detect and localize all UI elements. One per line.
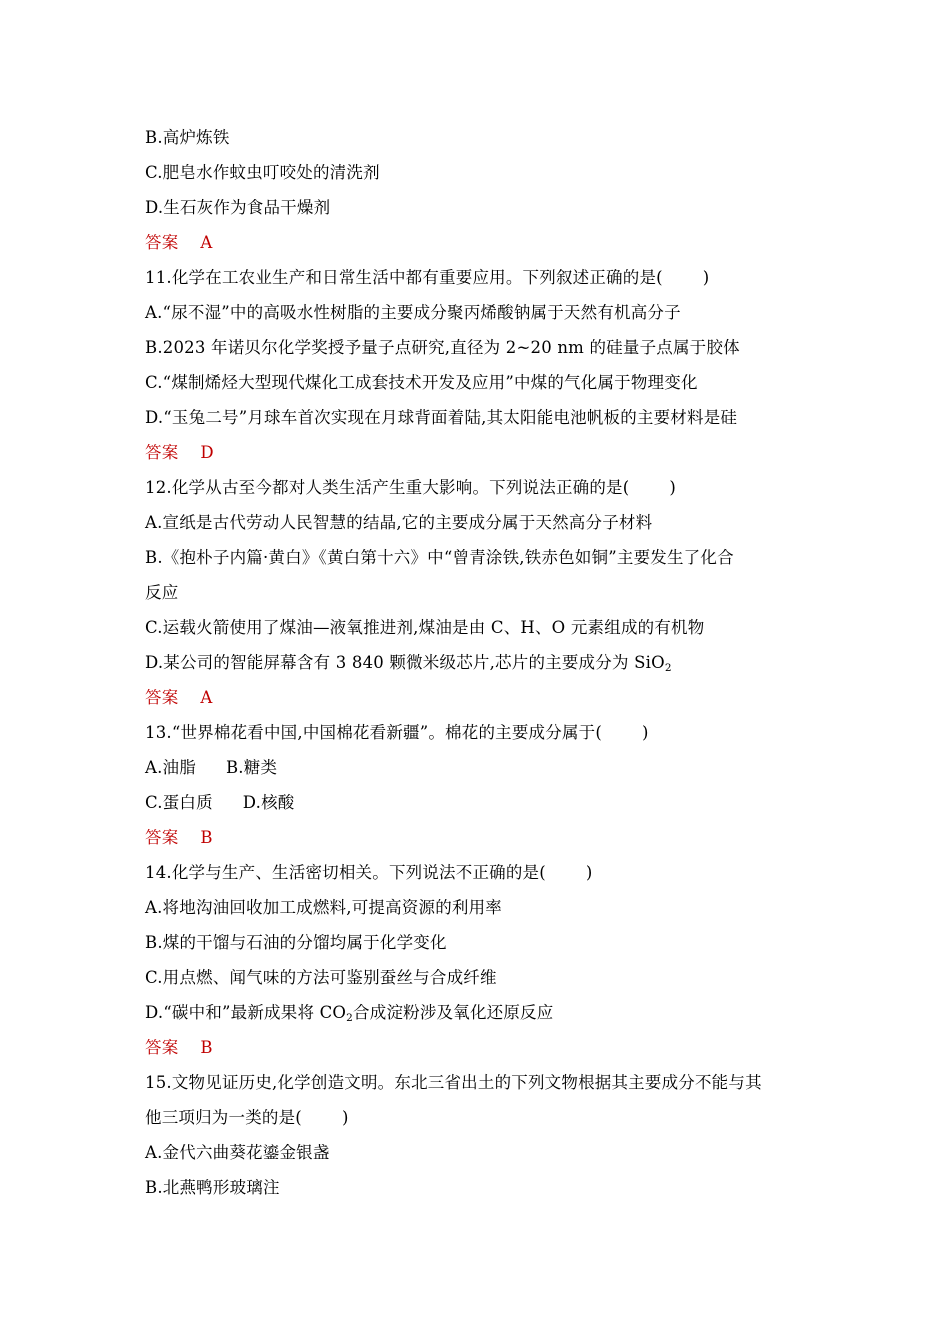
q13-stem bbox=[145, 721, 825, 745]
q14-stem-close: ) bbox=[585, 863, 593, 882]
q11-option-b: B.2023 年诺贝尔化学奖授予量子点研究,直径为 2~20 nm 的硅量子点属于胶体 bbox=[145, 338, 740, 357]
q11-stem-close: ) bbox=[702, 268, 710, 287]
q15-option-a: A.金代六曲葵花鎏金银盏 bbox=[145, 1143, 330, 1162]
answer-label: 答案 bbox=[145, 828, 179, 847]
q10-option-d: D.生石灰作为食品干燥剂 bbox=[145, 198, 331, 217]
q15-stem-text: 他三项归为一类的是( bbox=[145, 1108, 302, 1127]
answer-label: 答案 bbox=[145, 233, 179, 252]
q15-stem-line1: 15.文物见证历史,化学创造文明。东北三省出土的下列文物根据其主要成分不能与其 bbox=[145, 1073, 762, 1092]
q13-answer bbox=[145, 826, 825, 850]
subscript: 2 bbox=[664, 662, 672, 674]
q12-stem bbox=[145, 476, 825, 500]
q11-answer bbox=[145, 441, 825, 465]
q11-option-a: A.“尿不湿”中的高吸水性树脂的主要成分聚丙烯酸钠属于天然有机高分子 bbox=[145, 303, 681, 322]
q11-stem bbox=[145, 266, 825, 290]
q12-option-b-line2: 反应 bbox=[145, 583, 179, 602]
q10-option-c: C.肥皂水作蚊虫叮咬处的清洗剂 bbox=[145, 163, 380, 182]
q11-option-d: D.“玉兔二号”月球车首次实现在月球背面着陆,其太阳能电池帆板的主要材料是硅 bbox=[145, 408, 738, 427]
q13-options-ab bbox=[145, 756, 825, 780]
q15-stem-line2 bbox=[145, 1106, 825, 1130]
answer-label: 答案 bbox=[145, 1038, 179, 1057]
q15-stem-close: ) bbox=[341, 1108, 349, 1127]
q13-option-c: C.蛋白质 bbox=[145, 793, 213, 812]
answer-value: A bbox=[200, 233, 213, 252]
q13-option-b: B.糖类 bbox=[225, 758, 278, 777]
q12-option-b-line1: B.《抱朴子内篇·黄白》《黄白第十六》中“曾青涂铁,铁赤色如铜”主要发生了化合 bbox=[145, 548, 734, 567]
q10-option-b: B.高炉炼铁 bbox=[145, 128, 230, 147]
q10-answer bbox=[145, 231, 825, 255]
q11-option-c: C.“煤制烯烃大型现代煤化工成套技术开发及应用”中煤的气化属于物理变化 bbox=[145, 373, 698, 392]
q14-option-d-text-after: 合成淀粉涉及氧化还原反应 bbox=[353, 1003, 554, 1022]
q13-stem-text: 13.“世界棉花看中国,中国棉花看新疆”。棉花的主要成分属于( bbox=[145, 723, 602, 742]
q14-stem-text: 14.化学与生产、生活密切相关。下列说法不正确的是( bbox=[145, 863, 546, 882]
answer-value: A bbox=[200, 688, 213, 707]
q14-option-d-text: D.“碳中和”最新成果将 CO bbox=[145, 1003, 347, 1022]
q12-option-d bbox=[145, 651, 825, 680]
q12-answer bbox=[145, 686, 825, 710]
q14-stem bbox=[145, 861, 825, 885]
q13-options-cd bbox=[145, 791, 825, 815]
answer-label: 答案 bbox=[145, 443, 179, 462]
answer-label: 答案 bbox=[145, 688, 179, 707]
q13-option-a: A.油脂 bbox=[145, 758, 196, 777]
q14-option-b: B.煤的干馏与石油的分馏均属于化学变化 bbox=[145, 933, 447, 952]
q11-stem-text: 11.化学在工农业生产和日常生活中都有重要应用。下列叙述正确的是( bbox=[145, 268, 663, 287]
q12-option-c: C.运载火箭使用了煤油—液氧推进剂,煤油是由 C、H、O 元素组成的有机物 bbox=[145, 618, 705, 637]
q13-option-d: D.核酸 bbox=[242, 793, 295, 812]
q14-answer bbox=[145, 1036, 825, 1060]
q13-stem-close: ) bbox=[642, 723, 649, 742]
answer-value: B bbox=[200, 828, 213, 847]
q15-option-b: B.北燕鸭形玻璃注 bbox=[145, 1178, 280, 1197]
q12-option-d-text: D.某公司的智能屏幕含有 3 840 颗微米级芯片,芯片的主要成分为 SiO bbox=[145, 653, 665, 672]
answer-value: B bbox=[200, 1038, 213, 1057]
q14-option-c: C.用点燃、闻气味的方法可鉴别蚕丝与合成纤维 bbox=[145, 968, 497, 987]
q12-stem-close: ) bbox=[669, 478, 677, 497]
q12-stem-text: 12.化学从古至今都对人类生活产生重大影响。下列说法正确的是( bbox=[145, 478, 630, 497]
q14-option-a: A.将地沟油回收加工成燃料,可提高资源的利用率 bbox=[145, 898, 503, 917]
answer-value: D bbox=[200, 443, 214, 462]
q14-option-d bbox=[145, 1001, 825, 1030]
q12-option-a: A.宣纸是古代劳动人民智慧的结晶,它的主要成分属于天然高分子材料 bbox=[145, 513, 653, 532]
subscript: 2 bbox=[346, 1012, 354, 1024]
